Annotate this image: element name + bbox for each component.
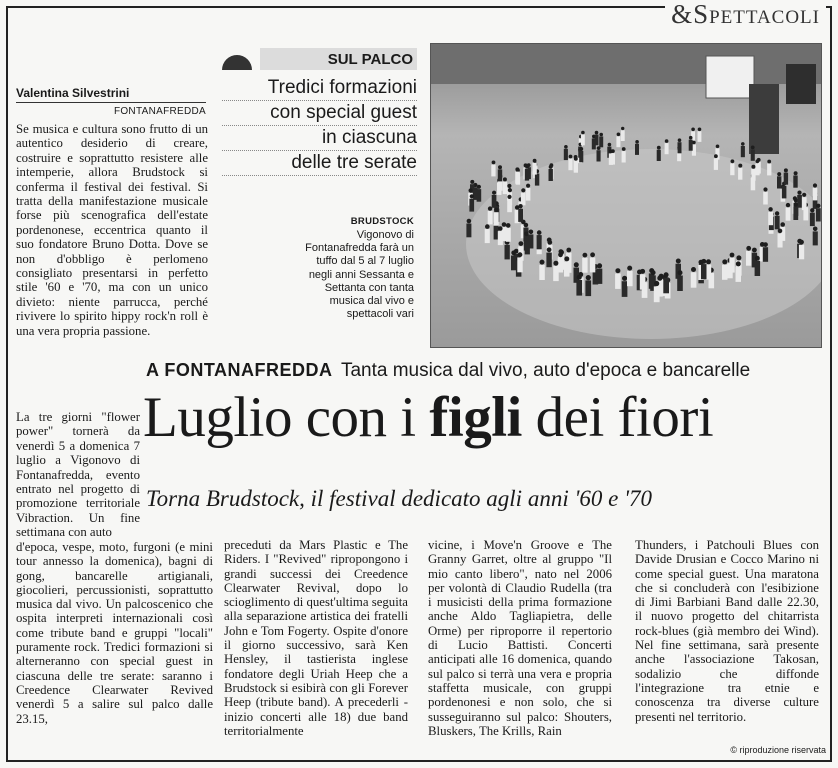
- person-figure: [498, 231, 503, 245]
- person-head: [778, 229, 783, 234]
- person-head: [689, 136, 693, 140]
- person-head: [525, 164, 529, 168]
- person-head: [763, 242, 768, 247]
- person-figure: [665, 143, 669, 154]
- person-figure: [582, 258, 587, 273]
- person-head: [722, 259, 727, 264]
- person-head: [651, 270, 656, 275]
- person-head: [627, 266, 632, 271]
- person-head: [767, 160, 771, 164]
- person-figure: [525, 169, 529, 181]
- person-head: [676, 259, 681, 264]
- person-figure: [576, 280, 582, 296]
- byline: [16, 86, 206, 117]
- person-head: [540, 260, 545, 265]
- person-head: [738, 164, 742, 168]
- person-head: [515, 167, 519, 171]
- person-head: [736, 261, 741, 266]
- person-head: [756, 159, 760, 163]
- person-figure: [521, 193, 526, 206]
- person-figure: [622, 281, 628, 297]
- brudstock-label: BRUDSTOCK: [350, 216, 414, 227]
- person-figure: [677, 276, 683, 292]
- person-figure: [691, 272, 697, 287]
- person-head: [622, 276, 627, 281]
- person-head: [763, 187, 767, 191]
- person-figure: [517, 257, 522, 272]
- person-head: [519, 241, 524, 246]
- sul-palco-tag: SUL PALCO: [327, 50, 413, 68]
- person-figure: [564, 149, 568, 160]
- article-column-3: [428, 538, 612, 738]
- person-figure: [706, 265, 712, 280]
- person-figure: [466, 224, 471, 238]
- person-head: [583, 253, 588, 258]
- sul-palco-tag-row: [222, 48, 417, 70]
- kicker-place: A FONTANAFREDDA: [146, 360, 333, 380]
- person-head: [777, 172, 781, 176]
- person-figure: [799, 245, 804, 259]
- person-head: [768, 207, 772, 211]
- person-head: [566, 248, 571, 253]
- person-figure: [564, 262, 570, 277]
- person-head: [595, 131, 599, 135]
- sul-palco-summary: [222, 76, 417, 176]
- person-head: [529, 230, 534, 235]
- semicircle-icon: [222, 55, 252, 70]
- person-figure: [793, 207, 798, 220]
- summary-line: delle tre serate: [222, 151, 417, 176]
- person-figure: [549, 169, 553, 181]
- person-figure: [597, 269, 603, 284]
- person-figure: [585, 280, 591, 296]
- person-figure: [777, 176, 781, 188]
- person-figure: [763, 192, 768, 205]
- article-column-4: [635, 538, 819, 724]
- article-paragraph: vicine, i Move'n Groove e The Granny Garret, oltre al gruppo "Il mio canto libero", nato nel 2006 per volontà di Claudio Rudella (tra i musicisti della prima formazione anche Aldo Tagliapietra, delle Orme) per riproporre il repertorio di Lucio Battisti. Concerti anticipati alle 16 domenica, quando sul palco si terrà una vera e propria staffetta musicale, con gruppi pordenonesi e non solo, che si susseguiranno sul palco: Shouters, Bluskers, The Krills, Rain: [428, 538, 612, 738]
- person-figure: [597, 150, 601, 161]
- person-head: [665, 139, 669, 143]
- article-column-1-narrow: [16, 410, 140, 540]
- kicker: [146, 360, 826, 382]
- person-figure: [802, 197, 807, 210]
- person-figure: [786, 208, 791, 221]
- person-head: [794, 171, 798, 175]
- person-head: [569, 155, 573, 159]
- person-head: [730, 253, 735, 258]
- person-head: [816, 204, 820, 208]
- person-figure: [751, 150, 755, 161]
- person-head: [586, 275, 591, 280]
- article-paragraph: Se musica e cultura sono frutto di un autentico desiderio di creare, costruire e soprattutto resistere alle intemperie, allora Brudstock si conferma il festival dei festival. Si tratta della manifestazione musicale forse più scenografica dell'estate pordenonese, eccentrica quanto il suo fondatore Bruno Dotta. Dove se non d'obbligo è perlomeno consigliato presentarsi in perfetto stile '60 e '70, ma con un unico divieto: niente parrucca, perché rivivere lo spirito hippy rock'n roll è una vera propria passione.: [16, 122, 208, 338]
- person-head: [691, 128, 695, 132]
- person-head: [507, 195, 511, 199]
- headline-bold: figli: [429, 386, 522, 449]
- person-head: [590, 252, 595, 257]
- person-head: [640, 269, 645, 274]
- article-paragraph: d'epoca, vespe, moto, furgoni (e mini tour annesso la domenica), bagni di gong, bancarelle artigianali, giocolieri, percussionisti, soprattutto musica dal vivo. Un palcoscenico che ospita interpreti internazionali così come tribute band e gruppi "locali" puramente rock. Tredici formazioni si alterneranno con special guest in ciascuna delle tre serate: saranno i Creedence Clearwater Revived venerdì 5 a salire sul palco dalle 23.15,: [16, 540, 213, 726]
- person-head: [736, 255, 741, 260]
- person-head: [716, 145, 720, 149]
- person-head: [746, 246, 751, 251]
- person-figure: [622, 151, 626, 162]
- person-figure: [663, 278, 669, 294]
- person-figure: [615, 274, 621, 289]
- person-head: [553, 261, 558, 266]
- person-figure: [469, 199, 474, 212]
- person-head: [574, 157, 578, 161]
- headline-part2: dei fiori: [521, 386, 714, 449]
- person-head: [511, 250, 516, 255]
- person-head: [498, 226, 503, 231]
- person-head: [492, 191, 496, 195]
- person-figure: [784, 173, 788, 185]
- person-figure: [689, 140, 693, 151]
- article-column-1-bottom: [16, 540, 213, 754]
- article-paragraph: La tre giorni "flower power" tornerà da venerdì 5 a domenica 7 luglio a Vigonovo di Fontanafredda, evento entrato nel progetto di promozione territoriale Vibraction. Un fine settimana con auto: [16, 410, 140, 540]
- person-head: [494, 208, 498, 212]
- person-head: [492, 161, 496, 165]
- person-head: [537, 230, 542, 235]
- person-figure: [533, 163, 537, 175]
- person-figure: [775, 216, 780, 230]
- person-head: [469, 188, 473, 192]
- person-figure: [579, 151, 583, 162]
- person-figure: [729, 258, 734, 273]
- person-figure: [535, 174, 539, 186]
- person-head: [609, 149, 613, 153]
- person-head: [752, 248, 757, 253]
- person-head: [654, 281, 659, 286]
- person-figure: [515, 172, 519, 184]
- byline-author: Valentina Silvestrini: [16, 86, 130, 100]
- person-figure: [581, 135, 585, 146]
- person-figure: [528, 234, 533, 248]
- person-head: [813, 183, 817, 187]
- person-figure: [746, 251, 751, 266]
- headline: [143, 385, 833, 451]
- person-head: [521, 188, 525, 192]
- person-head: [698, 128, 702, 132]
- person-head: [664, 272, 669, 277]
- person-head: [518, 252, 523, 257]
- person-figure: [568, 159, 572, 171]
- person-figure: [793, 176, 797, 188]
- summary-line: Tredici formazioni: [222, 76, 417, 101]
- person-head: [508, 188, 512, 192]
- person-figure: [767, 164, 771, 176]
- person-head: [691, 267, 696, 272]
- person-figure: [768, 212, 773, 225]
- person-figure: [751, 169, 755, 181]
- person-head: [498, 165, 502, 169]
- person-head: [470, 194, 474, 198]
- person-head: [794, 202, 798, 206]
- headline-part1: Luglio con i: [143, 386, 430, 449]
- person-figure: [506, 228, 511, 242]
- person-head: [518, 204, 522, 208]
- article-paragraph: preceduti da Mars Plastic e The Riders. I "Revived" ripropongono i grandi successi dei Creedence Clearwater Revival, dopo lo scioglimento di quest'ultima seguita alla separazione artistica dei fratelli John e Tom Fogerty. Ospite d'onore il giorno successivo, sarà Ken Hensley, il tastierista inglese fondatore degli Uriah Heep che a Brudstock si esibirà con gli Forever Heep (tribute band). A precederli - inizio concerti alle 18) due band territorialmente: [224, 538, 408, 738]
- person-figure: [782, 186, 787, 199]
- person-figure: [553, 266, 559, 281]
- person-figure: [714, 158, 718, 170]
- person-figure: [526, 188, 531, 201]
- person-head: [797, 191, 801, 195]
- person-head: [502, 222, 507, 227]
- article-column-1-top: [16, 122, 208, 338]
- person-figure: [537, 235, 542, 249]
- person-figure: [494, 212, 499, 225]
- section-title: &Spettacoli: [665, 0, 826, 28]
- crowd-photo-image: [431, 44, 822, 348]
- sul-palco-tag-bar: [260, 48, 417, 70]
- person-head: [597, 263, 602, 268]
- person-head: [751, 146, 755, 150]
- person-figure: [730, 163, 734, 175]
- person-head: [701, 259, 706, 264]
- person-head: [533, 159, 537, 163]
- person-figure: [498, 169, 502, 181]
- person-head: [549, 165, 553, 169]
- person-figure: [701, 264, 707, 279]
- brudstock-box: [300, 216, 414, 321]
- summary-line: con special guest: [222, 101, 417, 126]
- person-head: [579, 147, 583, 151]
- person-figure: [678, 142, 682, 153]
- person-head: [617, 133, 621, 137]
- person-head: [558, 252, 563, 257]
- person-head: [564, 145, 568, 149]
- person-figure: [505, 245, 510, 260]
- person-head: [741, 142, 745, 146]
- person-head: [503, 177, 507, 181]
- person-head: [731, 159, 735, 163]
- person-figure: [503, 182, 508, 194]
- person-figure: [755, 164, 759, 176]
- summary-line: in ciascuna: [222, 126, 417, 151]
- person-figure: [698, 131, 702, 142]
- person-figure: [816, 208, 821, 221]
- person-figure: [539, 265, 545, 280]
- person-head: [813, 227, 818, 232]
- person-figure: [654, 286, 660, 302]
- person-head: [622, 147, 626, 151]
- person-head: [581, 131, 585, 135]
- person-figure: [722, 265, 728, 280]
- person-figure: [640, 274, 646, 289]
- subheadline: Torna Brudstock, il festival dedicato agli anni '60 e '70: [146, 486, 653, 511]
- person-head: [786, 203, 790, 207]
- person-head: [657, 146, 661, 150]
- sul-palco-box: [222, 48, 417, 176]
- person-head: [524, 223, 529, 228]
- person-figure: [635, 144, 639, 155]
- byline-rule: [16, 102, 206, 103]
- person-head: [802, 193, 806, 197]
- brudstock-text: Vigonovo di Fontanafredda farà un tuffo dal 5 al 7 luglio negli anni Sessanta e Settanta con tanta musica dal vivo e spettacoli vari: [305, 229, 414, 321]
- person-head: [714, 154, 718, 158]
- person-figure: [763, 247, 768, 262]
- person-figure: [810, 213, 815, 226]
- person-figure: [797, 195, 802, 208]
- person-head: [506, 223, 511, 228]
- person-figure: [518, 209, 523, 222]
- person-head: [547, 240, 552, 245]
- person-head: [706, 259, 711, 264]
- person-head: [751, 165, 755, 169]
- person-head: [657, 276, 662, 281]
- kicker-text: Tanta musica dal vivo, auto d'epoca e bancarelle: [340, 360, 751, 381]
- person-head: [635, 140, 639, 144]
- person-head: [547, 247, 552, 252]
- person-figure: [736, 267, 742, 282]
- person-head: [678, 138, 682, 142]
- person-head: [621, 127, 624, 130]
- person-figure: [738, 168, 742, 180]
- person-head: [524, 232, 529, 237]
- person-head: [810, 208, 814, 212]
- person-head: [485, 224, 490, 229]
- person-head: [488, 206, 492, 210]
- person-figure: [609, 153, 613, 165]
- person-figure: [574, 161, 578, 173]
- byline-place: FONTANAFREDDA: [113, 106, 206, 117]
- person-figure: [755, 261, 761, 276]
- person-figure: [813, 188, 818, 201]
- person-head: [470, 180, 474, 184]
- person-head: [599, 133, 603, 137]
- person-figure: [488, 211, 493, 224]
- person-head: [784, 168, 788, 172]
- person-figure: [621, 130, 625, 141]
- person-head: [507, 184, 511, 188]
- person-head: [678, 270, 683, 275]
- person-figure: [491, 165, 495, 177]
- person-head: [526, 184, 530, 188]
- person-figure: [507, 199, 512, 212]
- article-column-2: [224, 538, 408, 738]
- person-figure: [741, 146, 745, 157]
- person-head: [608, 143, 612, 147]
- person-head: [775, 211, 779, 215]
- person-head: [755, 256, 760, 261]
- person-figure: [616, 136, 620, 147]
- article-paragraph: Thunders, i Patchouli Blues con Davide Drusian e Cocco Marino ni come special guest. Una maratona che si concluderà con l'esibizione di Jimi Barbiani Band dalle 22.30, il nuovo progetto del chitarrista rock-blues (già membro dei Wind). Nel fine settimana, sarà presente anche l'associazione Takosan, sodalizio che diffonde l'integrazione tra etnie e conoscenza tra diverse culture presenti nel territorio.: [635, 538, 819, 724]
- person-figure: [657, 150, 661, 161]
- copyright-notice: © riproduzione riservata: [730, 745, 826, 755]
- person-head: [467, 219, 472, 224]
- person-figure: [485, 229, 490, 243]
- person-figure: [524, 236, 529, 250]
- person-figure: [599, 136, 603, 147]
- person-figure: [778, 233, 783, 247]
- person-head: [780, 222, 785, 227]
- person-head: [564, 256, 569, 261]
- person-figure: [492, 195, 497, 208]
- person-figure: [813, 231, 818, 245]
- crowd-photo: [430, 43, 822, 348]
- person-figure: [595, 135, 599, 146]
- person-head: [577, 275, 582, 280]
- person-head: [574, 262, 579, 267]
- person-figure: [627, 271, 633, 286]
- person-head: [799, 240, 804, 245]
- person-figure: [590, 258, 595, 273]
- person-head: [615, 268, 620, 273]
- person-figure: [511, 256, 516, 271]
- person-figure: [546, 253, 551, 268]
